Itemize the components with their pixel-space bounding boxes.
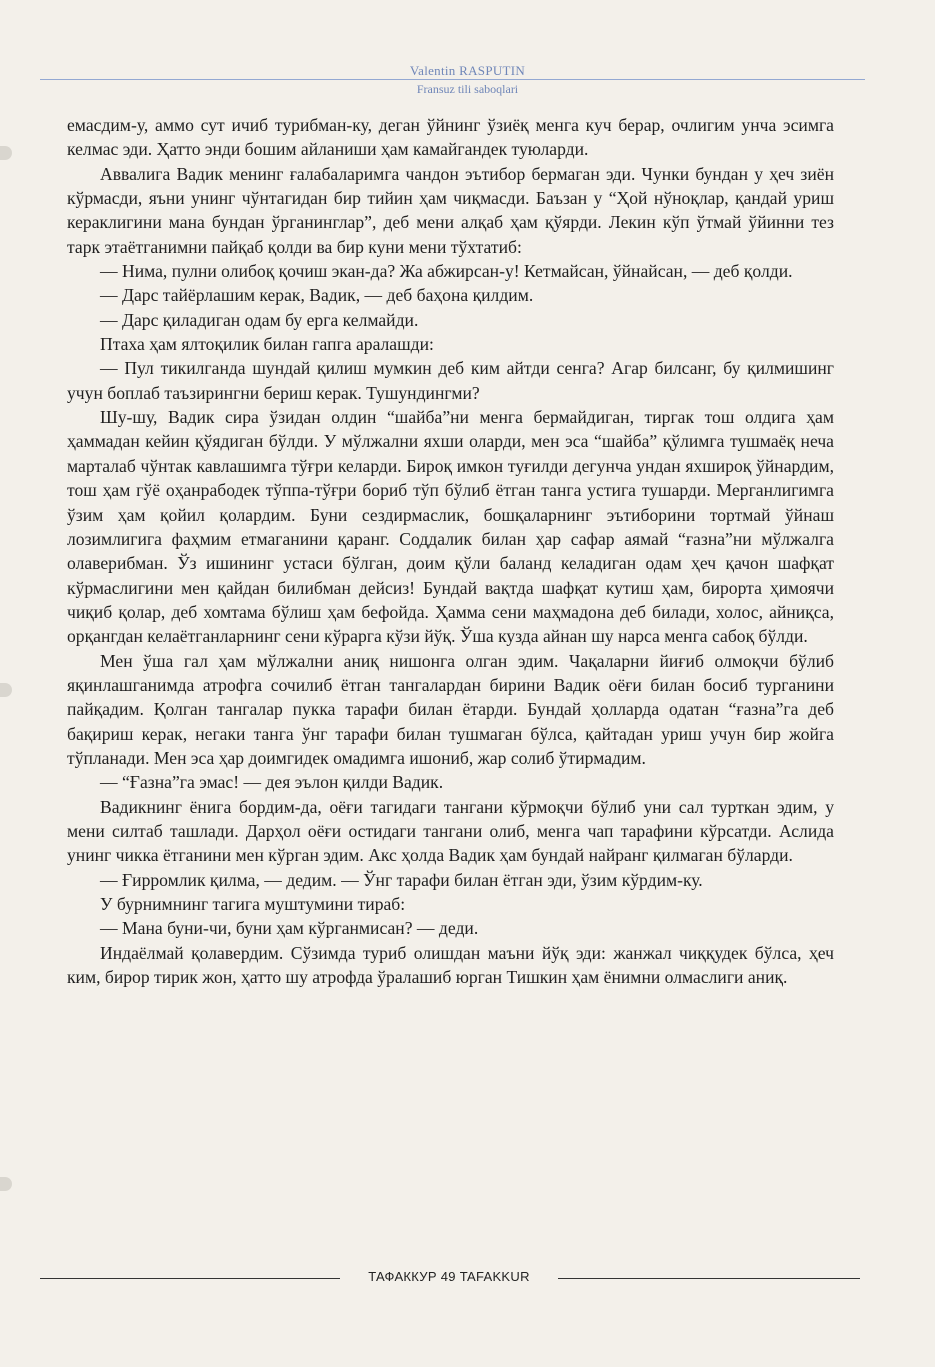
paragraph: Индаёлмай қолавердим. Сўзимда туриб олишдан маъни йўқ эди: жанжал чиққудек бўлса, ҳеч ким, бирор тирик жон, ҳатто шу атрофда ўралашиб юрган Тишкин ҳам ёнимни олмаслиги аниқ. [67,942,834,988]
paragraph: Аввалига Вадик менинг ғалабаларимга чандон эътибор бермаган эди. Чунки бундан у ҳеч зиён кўрмасди, яъни унинг чўнтагидан бир тийин ҳам чиқмасди. Баъзан у “Ҳой нўноқлар, қандай уриш кераклигини мана бундан ўрганинглар”, деб мени алқаб ҳам қўярди. Лекин кўп ўтмай ўйинни тез тарк этаётганимни пайқаб қолди ва бир куни мени тўхтатиб: [67,163,834,257]
footer-page-label: ТАФАККУР 49 TAFAKKUR [368,1269,530,1284]
paragraph: Шу-шу, Вадик сира ўзидан олдин “шайба”ни менга бермайдиган, тиргак тош олдига ҳам ҳаммадан кейин қўядиган бўлди. У мўлжални яхши оларди, мен эса “шайба” қўлимга тушмаёқ неча марталаб чўнтак кавлашимга тўғри келарди. Бироқ имкон туғилди дегунча ундан яхшироқ ўйнардим, тош ҳам гўё оҳанрабодек тўппа-тўғри бориб тўп бўлиб ётган танга устига тушарди. Мерганлигимга ўзим ҳам қойил қолардим. Буни сездирмаслик, бошқаларнинг эътиборини тортмай ўйнаш лозимлигига фаҳмим етмаганини қаранг. Соддалик билан ҳар сафар аямай “ғазна”ни мўлжалга олаверибман. Ўз ишининг устаси бўлган, доим қўли баланд келадиган одам ҳеч қачон шафқат кўрмаслигини мен қайдан билибман дейсиз! Бундай вақтда шафқат кутиш ҳам, бирорта ҳимоячи чиқиб қолар, деб хомтама бўлиш ҳам бефойда. Ҳамма сени маҳмадона деб билади, холос, айниқса, орқангдан келаётганларнинг сени кўрарга кўзи йўқ. Ўша кузда айнан шу нарса менга сабоқ бўлди. [67,407,834,647]
page-footer [0,1268,935,1292]
paragraph: Мен ўша гал ҳам мўлжални аниқ нишонга олган эдим. Чақаларни йиғиб олмоқчи бўлиб яқинлашганимда атрофга сочилиб ётган тангалардан бирини Вадик оёғи билан босиб турганини пайқадим. Қолган тангалар пукка тарафи билан ётарди. Бундай ҳолларда одатан “ғазна”га деб бақириш керак, негаки танга ўнг тарафи билан тушмаган бўлса, қайтадан уриш учун бир жойга тўпланади. Мен эса ҳар доимгидек омадимга ишониб, жар солиб ўтирмадим. [67,650,834,768]
header-author: Valentin RASPUTIN [409,63,526,78]
header-subtitle: Fransuz tili saboqlari [416,82,519,96]
running-header [0,60,935,100]
paragraph: — Нима, пулни олибоқ қочиш экан-да? Жа абжирсан-у! Кетмайсан, ўйнайсан, — деб қолди. [100,261,793,282]
paragraph: — Пул тикилганда шундай қилиш мумкин деб ким айтди сенга? Агар билсанг, бу қилмишинг учун боплаб таъзирингни бериш керак. Тушундингми? [67,358,834,403]
paragraph: Вадикнинг ёнига бордим-да, оёғи тагидаги тангани кўрмоқчи бўлиб уни сал турткан эдим, у мени силтаб ташлади. Дарҳол оёғи остидаги тангани олиб, менга чап тарафини кўрсатди. Аслида унинг чикка ётганини мен кўрган эдим. Акс ҳолда Вадик ҳам бундай найранг қилмаган бўларди. [67,796,834,866]
header-rule [40,79,865,80]
paragraph: — Ғирромлик қилма, — дедим. — Ўнг тарафи билан ётган эди, ўзим кўрдим-ку. [100,869,703,890]
binder-hole-mark [0,146,12,160]
paragraph: У бурнимнинг тагига муштумини тираб: [100,894,406,914]
binder-hole-mark [0,1177,12,1191]
paragraph: — Мана буни-чи, буни ҳам кўрганмисан? — деди. [100,918,479,939]
paragraph: Птаха ҳам ялтоқилик билан гапга аралашди: [100,334,434,355]
paragraph: — Дарс тайёрлашим керак, Вадик, — деб баҳона қилдим. [100,285,534,306]
footer-rule-right [558,1278,860,1279]
binder-hole-mark [0,683,12,697]
paragraph: — Дарс қиладиган одам бу ерга келмайди. [100,309,419,330]
footer-rule-left [40,1278,340,1279]
body-text [67,113,834,989]
paragraph: — “Ғазна”га эмас! — дея эълон қилди Вадик. [100,772,444,793]
paragraph: емасдим-у, аммо сут ичиб турибман-ку, деган ўйнинг ўзиёқ менга куч берар, очлигим унча эсимга келмас эди. Ҳатто энди бошим айланиши ҳам камайгандек туюларди. [67,115,834,160]
